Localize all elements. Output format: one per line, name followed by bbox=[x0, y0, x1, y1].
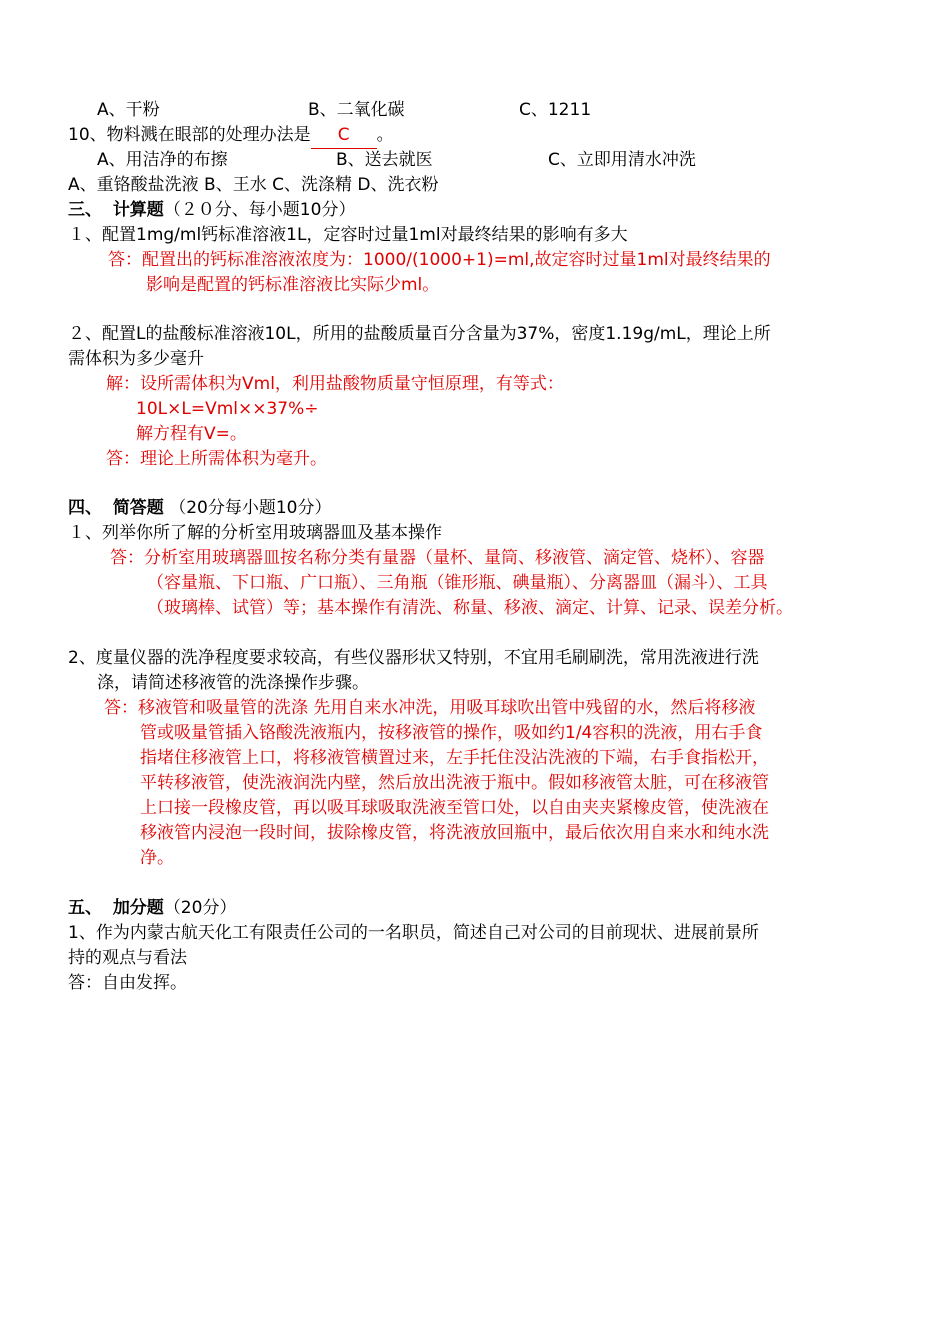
short1-answer-line1: 答：分析室用玻璃器皿按名称分类有量器（量杯、量筒、移液管、滴定管、烧杯）、容器 bbox=[110, 548, 765, 568]
q9-option-c: C、1211 bbox=[519, 100, 592, 120]
q10-option-c: C、立即用清水冲洗 bbox=[548, 150, 696, 170]
short2-answer-line7: 净。 bbox=[140, 848, 174, 868]
bonus-answer: 答：自由发挥。 bbox=[68, 973, 187, 993]
calc1-answer-line1: 答：配置出的钙标准溶液浓度为：1000/(1000+1)=ml,故定容时过量1ml对最终结果的 bbox=[108, 250, 771, 270]
short1-answer-line3: （玻璃棒、试管）等；基本操作有清洗、称量、移液、滴定、计算、记录、误差分析。 bbox=[147, 598, 793, 618]
calc2-solution-line3: 解方程有V=。 bbox=[136, 424, 247, 444]
calc1-answer-line2: 影响是配置的钙标准溶液比实际少ml。 bbox=[146, 275, 440, 295]
short2-answer-line6: 移液管内浸泡一段时间，拔除橡皮管，将洗液放回瓶中，最后依次用自来水和纯水洗 bbox=[140, 823, 769, 843]
q10-answer-blank: C bbox=[311, 123, 377, 149]
q9-option-a: A、干粉 bbox=[97, 100, 160, 120]
section3-note: （２０分、每小题10分） bbox=[163, 200, 356, 220]
short1-question: １、列举你所了解的分析室用玻璃器皿及基本操作 bbox=[68, 523, 442, 543]
short2-answer-line5: 上口接一段橡皮管，再以吸耳球吸取洗液至管口处，以自由夹夹紧橡皮管，使洗液在 bbox=[140, 798, 769, 818]
section5-title: 加分题 bbox=[112, 898, 164, 918]
bonus-question-line1: 1、作为内蒙古航天化工有限责任公司的一名职员，简述自己对公司的目前现状、进展前景所 bbox=[68, 923, 759, 943]
calc2-solution-line1: 解：设所需体积为Vml，利用盐酸物质量守恒原理，有等式： bbox=[106, 374, 564, 394]
calc2-answer: 答：理论上所需体积为毫升。 bbox=[106, 449, 327, 469]
q10-stem: 10、物料溅在眼部的处理办法是 bbox=[68, 125, 311, 145]
q10-option-b: B、送去就医 bbox=[336, 150, 433, 170]
q10-question bbox=[68, 123, 394, 149]
short2-question-line2: 涤，请简述移液管的洗涤操作步骤。 bbox=[97, 673, 369, 693]
section3-number: 三、 bbox=[68, 200, 102, 220]
section3-heading bbox=[68, 198, 355, 223]
section4-note: （20分每小题10分） bbox=[169, 498, 332, 518]
q10-option-a: A、用洁净的布擦 bbox=[97, 150, 228, 170]
bonus-question-line2: 持的观点与看法 bbox=[68, 948, 187, 968]
short2-answer-line2: 管或吸量管插入铬酸洗液瓶内，按移液管的操作，吸如约1/4容积的洗液，用右手食 bbox=[140, 723, 763, 743]
section5-number: 五、 bbox=[68, 898, 102, 918]
short2-answer-line3: 指堵住移液管上口，将移液管横置过来，左手托住没沾洗液的下端，右手食指松开， bbox=[140, 748, 769, 768]
q10-stem-end: 。 bbox=[376, 125, 394, 145]
extra-options: A、重铬酸盐洗液 B、王水 C、洗涤精 D、洗衣粉 bbox=[68, 175, 439, 195]
short2-answer-line1: 答：移液管和吸量管的洗涤 先用自来水冲洗，用吸耳球吹出管中残留的水，然后将移液 bbox=[104, 698, 756, 718]
calc2-question-line2: 需体积为多少毫升 bbox=[68, 349, 204, 369]
section3-title: 计算题 bbox=[112, 200, 164, 220]
calc1-question: １、配置1mg/ml钙标准溶液1L，定容时过量1ml对最终结果的影响有多大 bbox=[68, 225, 628, 245]
calc2-question-line1: ２、配置L的盐酸标准溶液10L，所用的盐酸质量百分含量为37%，密度1.19g/mL，理论上所 bbox=[68, 324, 771, 344]
calc2-solution-line2: 10L×L=Vml××37%÷ bbox=[136, 399, 319, 419]
section4-heading bbox=[68, 496, 331, 521]
q9-option-b: B、二氧化碳 bbox=[308, 100, 405, 120]
section4-title: 简答题 bbox=[112, 498, 164, 518]
section5-heading bbox=[68, 896, 236, 921]
short2-question-line1: 2、度量仪器的洗净程度要求较高，有些仪器形状又特别，不宜用毛刷刷洗，常用洗液进行洗 bbox=[68, 648, 759, 668]
short1-answer-line2: （容量瓶、下口瓶、广口瓶）、三角瓶（锥形瓶、碘量瓶）、分离器皿（漏斗）、工具 bbox=[147, 573, 768, 593]
short2-answer-line4: 平转移液管，使洗液润洗内壁，然后放出洗液于瓶中。假如移液管太脏，可在移液管 bbox=[140, 773, 769, 793]
section5-note: （20分） bbox=[163, 898, 237, 918]
section4-number: 四、 bbox=[68, 498, 102, 518]
